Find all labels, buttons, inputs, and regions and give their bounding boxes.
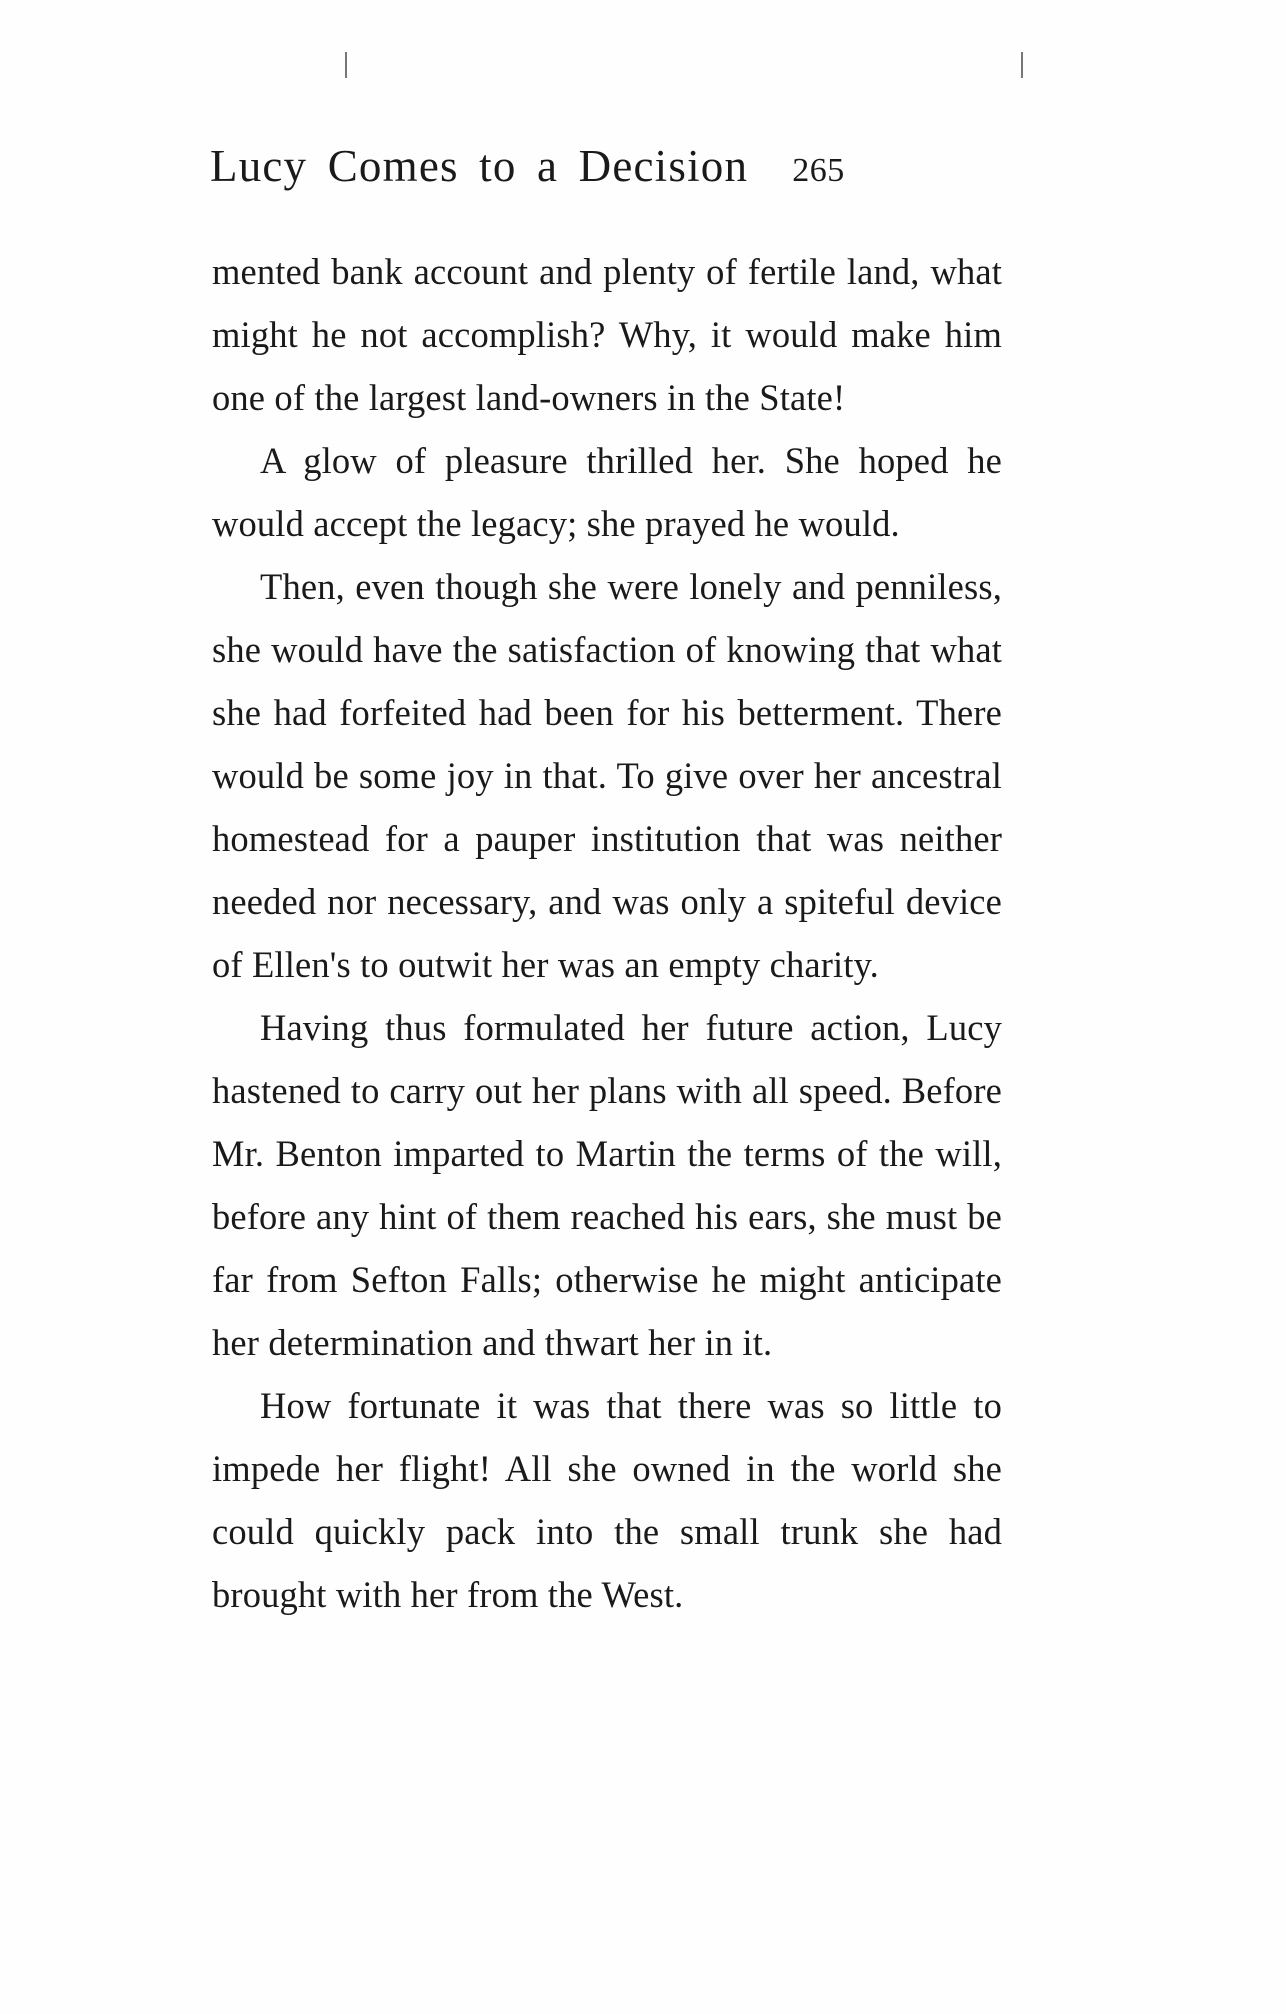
page-body <box>212 240 1002 1626</box>
paragraph: Then, even though she were lonely and penniless, she would have the satisfaction of knowing that what she had forfeited had been for his betterment. There would be some joy in that. To give over her ancestral homestead for a pauper institution that was neither needed nor necessary, and was only a spiteful device of Ellen's to outwit her was an empty charity. <box>212 566 1002 985</box>
page-number: 265 <box>792 152 845 189</box>
crop-mark-left <box>345 52 347 78</box>
page-header <box>210 140 1208 192</box>
paragraph: mented bank account and plenty of fertile land, what might he not accomplish? Why, it would make him one of the largest land-owners in the State! <box>212 251 1002 418</box>
paragraph: A glow of pleasure thrilled her. She hoped he would accept the legacy; she prayed he would. <box>212 440 1002 544</box>
crop-mark-right <box>1021 52 1023 78</box>
paragraph: How fortunate it was that there was so little to impede her flight! All she owned in the world she could quickly pack into the small trunk she had brought with her from the West. <box>212 1385 1002 1615</box>
paragraph: Having thus formulated her future action, Lucy hastened to carry out her plans with all speed. Before Mr. Benton imparted to Martin the terms of the will, before any hint of them reached his ears, she must be far from Sefton Falls; otherwise he might anticipate her determination and thwart her in it. <box>212 1007 1002 1363</box>
running-head: Lucy Comes to a Decision <box>210 141 749 191</box>
